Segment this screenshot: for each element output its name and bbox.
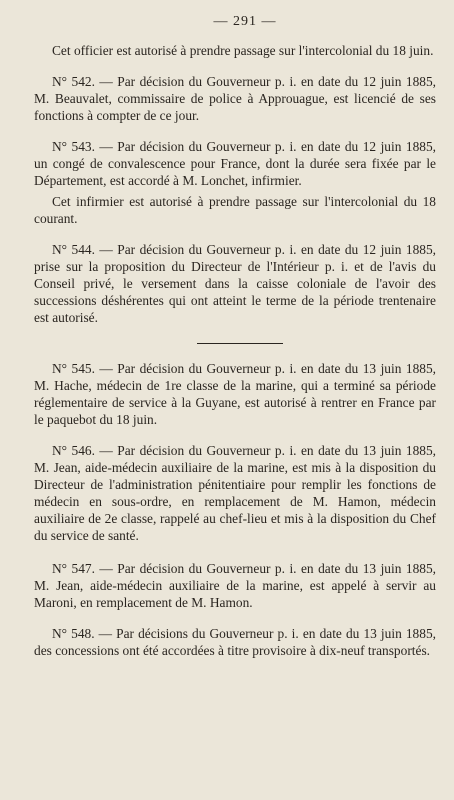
paragraph-decision-547: N° 547. — Par décision du Gouverneur p. i. en date du 13 juin 1885, M. Jean, aide-médecin auxiliaire de la marine, est appelé à servir au Maroni, en remplacement de M. Hamon. bbox=[34, 561, 436, 610]
horizontal-rule bbox=[197, 343, 283, 344]
paragraph-decision-548: N° 548. — Par décisions du Gouverneur p. i. en date du 13 juin 1885, des concessions ont été accordées à titre provisoire à dix-neuf transportés. bbox=[34, 626, 436, 658]
page-number: — 291 — bbox=[213, 14, 277, 29]
section-one bbox=[34, 42, 436, 326]
section-divider bbox=[34, 326, 436, 360]
paragraph-decision-545: N° 545. — Par décision du Gouverneur p. i. en date du 13 juin 1885, M. Hache, médecin de 1re classe de la marine, qui a terminé sa période réglementaire de service à la Guyane, est autorisé à rentrer en France par le paquebot du 18 juin. bbox=[34, 361, 436, 427]
paragraph-continued: Cet officier est autorisé à prendre passage sur l'intercolonial du 18 juin. bbox=[52, 43, 434, 58]
paragraph-decision-544: N° 544. — Par décision du Gouverneur p. i. en date du 12 juin 1885, prise sur la proposition du Directeur de l'Intérieur p. i. et de l'avis du Conseil privé, le versement dans la caisse coloniale de l'avoir des successions déshérentes qui ont atteint le terme de la période trentenaire est autorisé. bbox=[34, 242, 436, 325]
paragraph-decision-542: N° 542. — Par décision du Gouverneur p. i. en date du 12 juin 1885, M. Beauvalet, commissaire de police à Approuague, est licencié de ses fonctions à compter de ce jour. bbox=[34, 74, 436, 123]
paragraph-decision-546: N° 546. — Par décision du Gouverneur p. i. en date du 13 juin 1885, M. Jean, aide-médecin auxiliaire de la marine, est mis à la disposition du Directeur de l'administration pénitentiaire pour remplir les fonctions de médecin en sous-ordre, en remplacement de M. Hamon, médecin auxiliaire de 2e classe, rappelé au chef-lieu et mis à la disposition du Chef du service de santé. bbox=[34, 443, 436, 543]
paragraph-decision-543: N° 543. — Par décision du Gouverneur p. i. en date du 12 juin 1885, un congé de convalescence pour France, dont la durée sera fixée par le Département, est accordé à M. Lonchet, infirmier. bbox=[34, 139, 436, 188]
paragraph-decision-543-continued: Cet infirmier est autorisé à prendre passage sur l'intercolonial du 18 courant. bbox=[34, 194, 436, 226]
section-two bbox=[34, 360, 436, 659]
